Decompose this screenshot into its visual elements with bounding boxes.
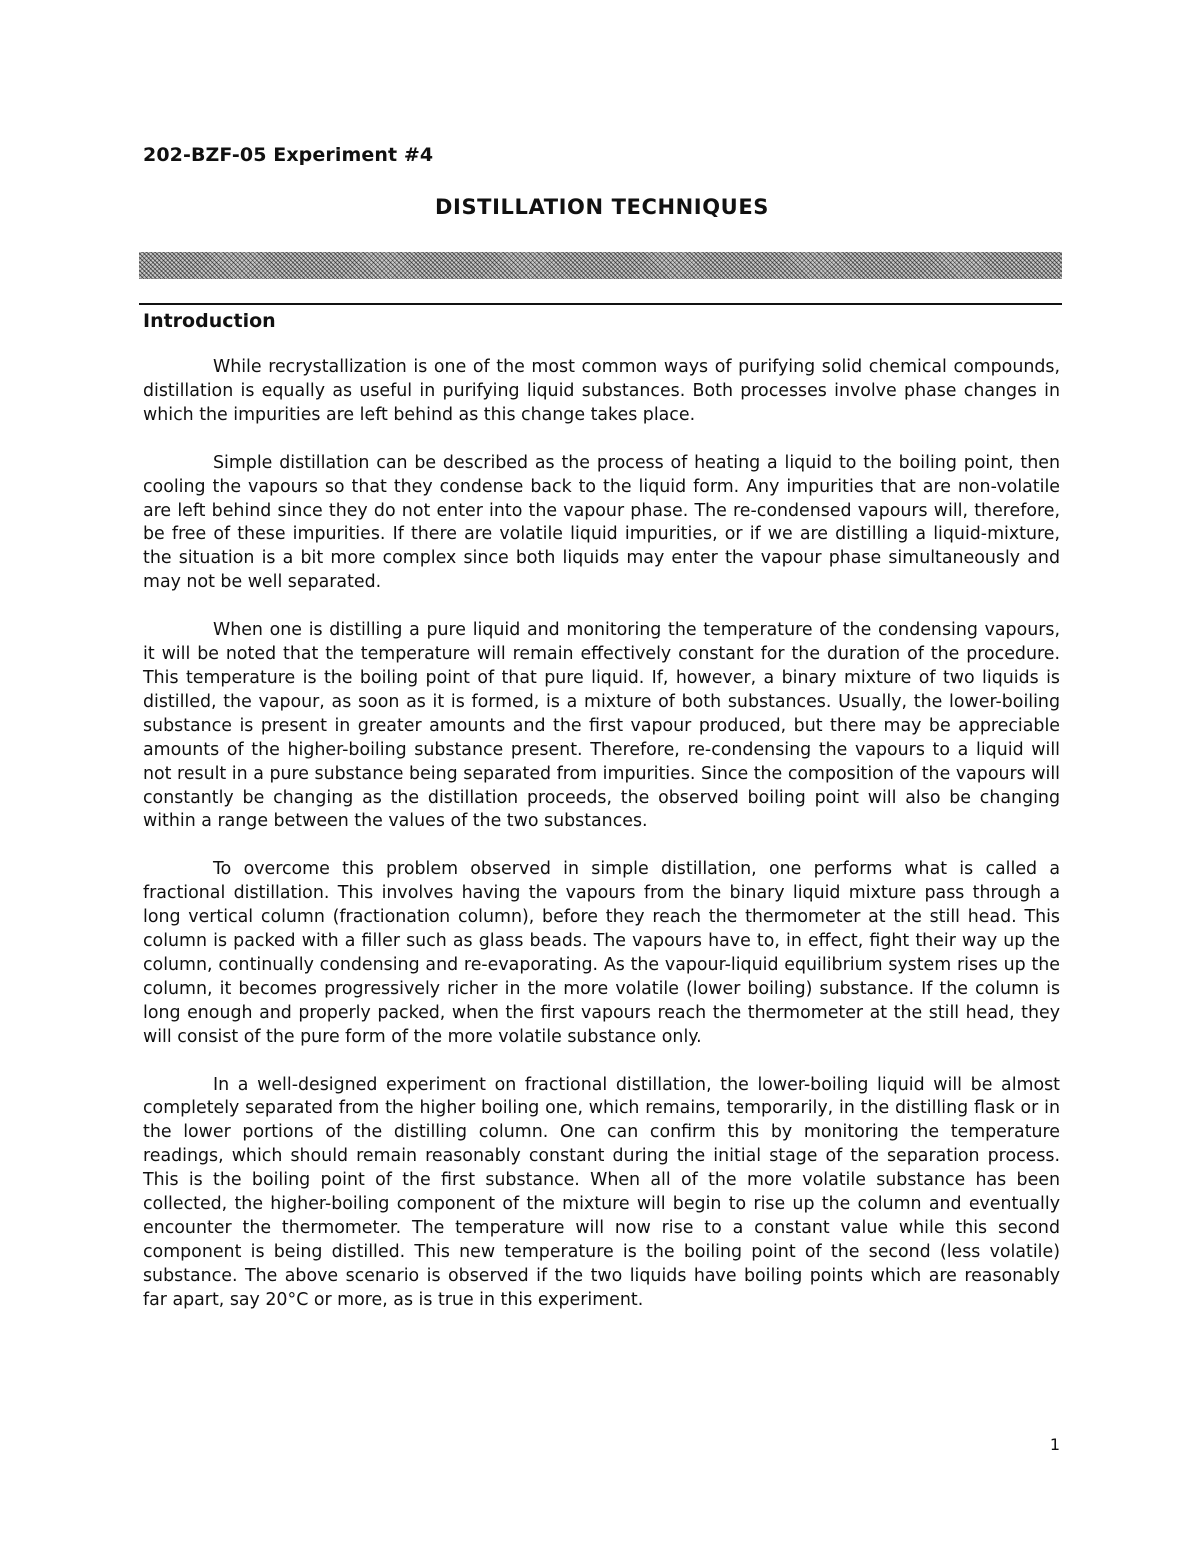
paragraph-1: While recrystallization is one of the most common ways of purifying solid chemical compounds, distillation is equally as useful in purifying liquid substances. Both processes involve phase changes in which the impurities are left behind as this change takes place.: [143, 357, 1060, 425]
horizontal-rule: [139, 303, 1062, 305]
hatched-divider-band: [139, 252, 1062, 279]
paragraph-4: To overcome this problem observed in simple distillation, one performs what is called a fractional distillation. This involves having the vapours from the binary liquid mixture pass through a long vertical column (fractionation column), before they reach the thermometer at the still head. This column is packed with a filler such as glass beads. The vapours have to, in effect, fight their way up the column, continually condensing and re-evaporating. As the vapour-liquid equilibrium system rises up the column, it becomes progressively richer in the more volatile (lower boiling) substance. If the column is long enough and properly packed, when the first vapours reach the thermometer at the still head, they will consist of the pure form of the more volatile substance only.: [143, 859, 1060, 1047]
paragraph-2: Simple distillation can be described as the process of heating a liquid to the boiling point, then cooling the vapours so that they condense back to the liquid form. Any impurities that are non-volatile are left behind since they do not enter into the vapour phase. The re-condensed vapours will, therefore, be free of these impurities. If there are volatile liquid impurities, or if we are distilling a liquid-mixture, the situation is a bit more complex since both liquids may enter the vapour phase simultaneously and may not be well separated.: [143, 452, 1060, 593]
section-heading-introduction: Introduction: [143, 310, 276, 332]
paragraph-5: In a well-designed experiment on fractional distillation, the lower-boiling liquid will be almost completely separated from the higher boiling one, which remains, temporarily, in the distilling flask or in the lower portions of the distilling column. One can confirm this by monitoring the temperature readings, which should remain reasonably constant during the initial stage of the separation process. This is the boiling point of the first substance. When all of the more volatile substance has been collected, the higher-boiling component of the mixture will begin to rise up the column and eventually encounter the thermometer. The temperature will now rise to a constant value while this second component is being distilled. This new temperature is the boiling point of the second (less volatile) substance. The above scenario is observed if the two liquids have boiling points which are reasonably far apart, say 20°C or more, as is true in this experiment.: [143, 1074, 1060, 1310]
paragraph-3: When one is distilling a pure liquid and monitoring the temperature of the condensing vapours, it will be noted that the temperature will remain effectively constant for the duration of the procedure. This temperature is the boiling point of that pure liquid. If, however, a binary mixture of two liquids is distilled, the vapour, as soon as it is formed, is a mixture of both substances. Usually, the lower-boiling substance is present in greater amounts and the first vapour produced, but there may be appreciable amounts of the higher-boiling substance present. Therefore, re-condensing the vapours to a liquid will not result in a pure substance being separated from impurities. Since the composition of the vapours will constantly be changing as the distillation proceeds, the observed boiling point will also be changing within a range between the values of the two substances.: [143, 620, 1060, 832]
document-title: DISTILLATION TECHNIQUES: [435, 195, 769, 219]
course-header: 202-BZF-05 Experiment #4: [143, 144, 434, 166]
page-number: 1: [1049, 1435, 1060, 1454]
introduction-body: [143, 356, 1060, 1337]
